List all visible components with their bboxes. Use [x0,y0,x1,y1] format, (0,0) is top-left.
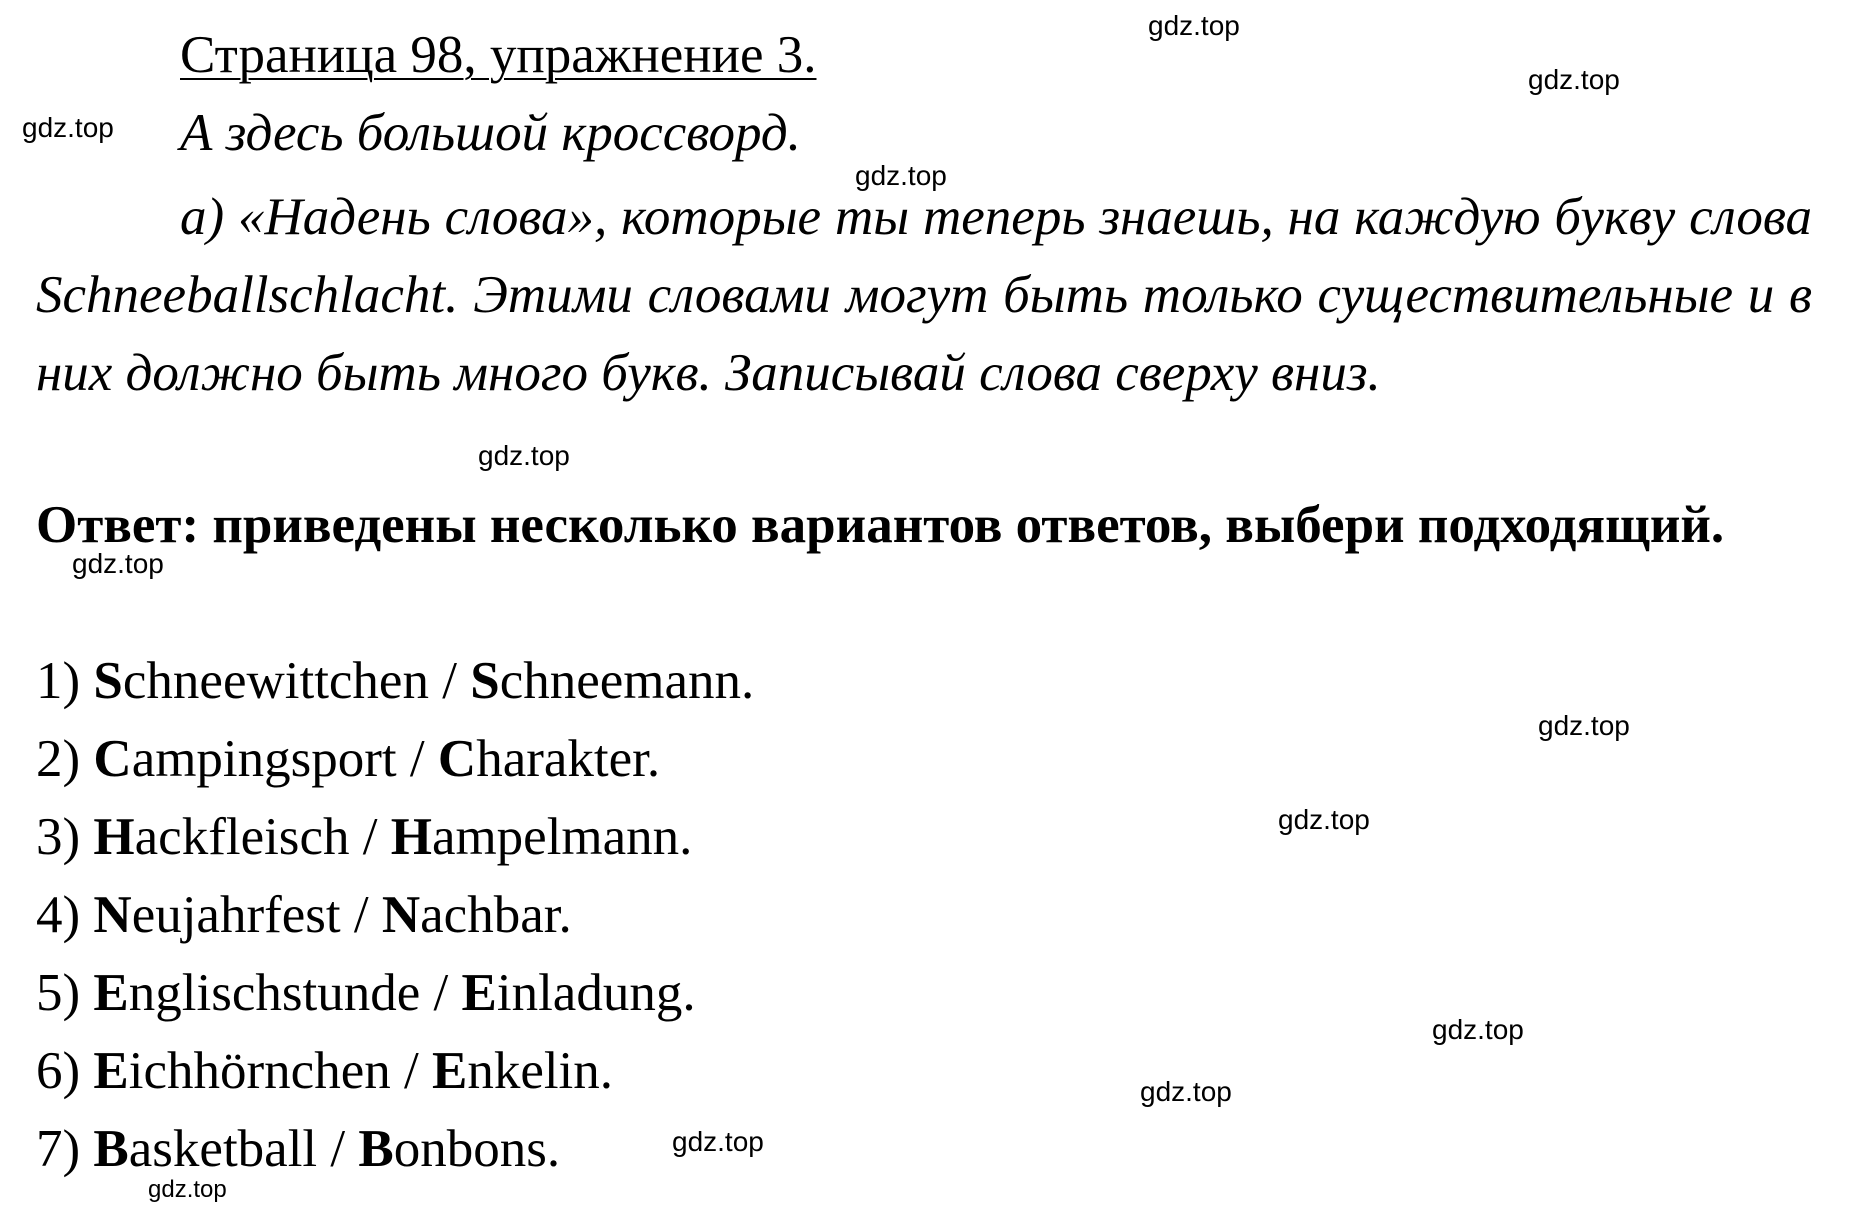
exercise-subtitle: А здесь большой кроссворд. [180,104,801,162]
answer-intro: Ответ: приведены несколько вариантов ответов, выбери подходящий. [36,496,1725,554]
word-rest: ampingsport [131,730,397,788]
answer-number: 4) [36,886,81,944]
answer-item [36,1032,754,1110]
answer-number: 3) [36,808,81,866]
word-rest: onbons. [393,1120,561,1178]
separator: / [428,652,471,710]
answer-number: 5) [36,964,81,1022]
watermark: gdz.top [1278,804,1370,835]
separator: / [390,1042,432,1100]
separator: / [396,730,438,788]
watermark: gdz.top [478,440,570,471]
watermark: gdz.top [1432,1014,1524,1045]
answer-number: 7) [36,1120,81,1178]
word-initial: B [358,1120,394,1178]
answer-item [36,876,754,954]
word-rest: inladung. [496,964,696,1022]
separator: / [340,886,382,944]
word-rest: chneewittchen [122,652,429,710]
watermark: gdz.top [855,160,947,191]
answer-item [36,954,754,1032]
task-text: а) «Надень слова», которые ты теперь знаешь, на каждую букву слова Schneeballschlacht. Этими словами могут быть только существительные и в них должно быть много букв. Записывай слова сверху вниз. [36,188,1812,402]
word-rest: ampelmann. [431,808,693,866]
watermark: gdz.top [1148,10,1240,41]
word-initial: N [93,886,132,944]
word-rest: harakter. [476,730,661,788]
word-rest: asketball [128,1120,318,1178]
word-initial: E [431,1042,468,1100]
word-initial: C [437,730,477,788]
watermark: gdz.top [1528,64,1620,95]
answer-item [36,798,754,876]
word-initial: E [93,1042,129,1100]
word-rest: ackfleisch [134,808,350,866]
word-rest: ichhörnchen [128,1042,391,1100]
watermark: gdz.top [72,548,164,579]
word-rest: nkelin. [467,1042,614,1100]
answer-item [36,720,754,798]
watermark: gdz.top [1140,1076,1232,1107]
word-rest: achbar. [420,886,572,944]
separator: / [317,1120,359,1178]
separator: / [420,964,462,1022]
word-initial: S [93,652,123,710]
watermark: gdz.top [672,1126,764,1157]
word-initial: N [381,886,421,944]
answer-number: 6) [36,1042,81,1100]
page-title: Страница 98, упражнение 3. [180,26,817,84]
answer-number: 1) [36,652,81,710]
answer-number: 2) [36,730,81,788]
word-initial: S [470,652,500,710]
word-initial: E [93,964,129,1022]
word-rest: nglischstunde [128,964,421,1022]
word-rest: eujahrfest [131,886,341,944]
word-initial: H [390,808,432,866]
word-initial: B [93,1120,129,1178]
answer-list [36,642,754,1188]
word-initial: C [93,730,132,788]
word-rest: chneemann. [499,652,755,710]
watermark: gdz.top [22,112,114,143]
answer-item [36,1110,754,1188]
separator: / [349,808,391,866]
word-initial: E [461,964,497,1022]
word-initial: H [93,808,135,866]
watermark: gdz.top [1538,710,1630,741]
watermark: gdz.top [148,1176,227,1203]
answer-item [36,642,754,720]
